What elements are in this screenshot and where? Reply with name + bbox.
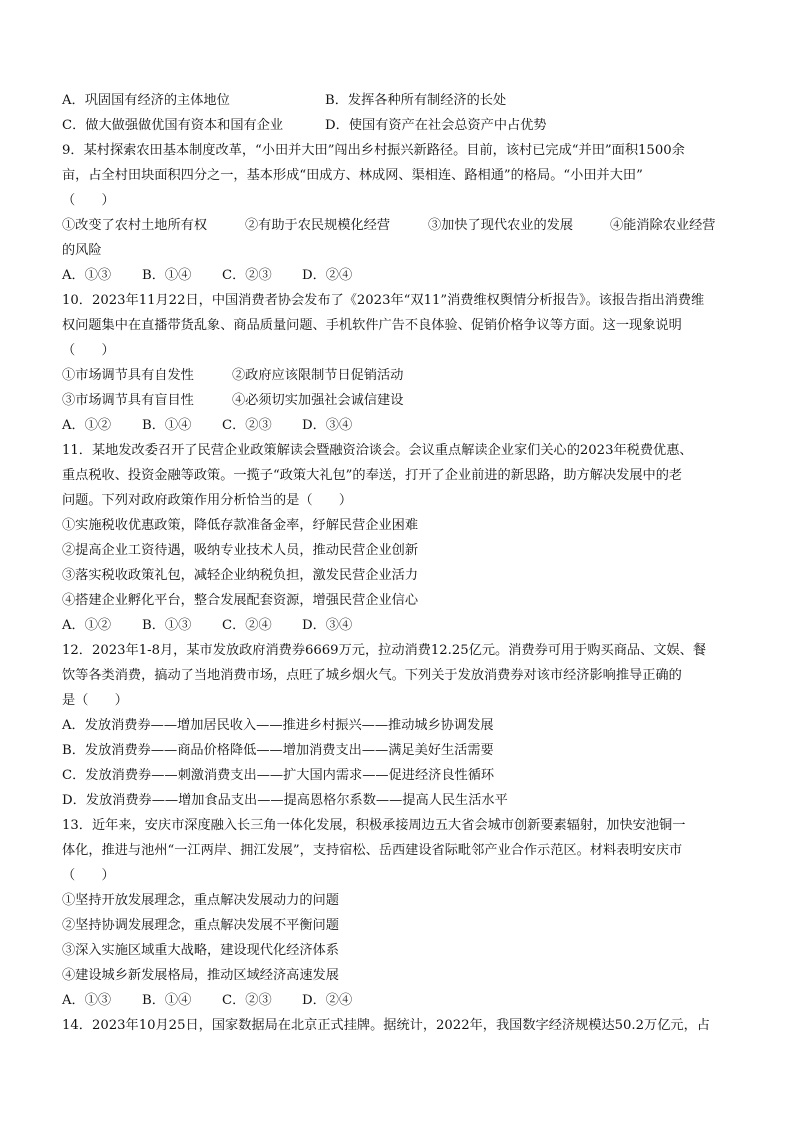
- q10-statement-1: ①市场调节具有自发性: [62, 368, 194, 383]
- q10-answer-blank: （ ）: [62, 343, 115, 358]
- q9-option-a: A．①③: [62, 268, 112, 283]
- q12-option-c: C．发放消费券——刺激消费支出——扩大国内需求——促进经济良性循环: [62, 768, 495, 783]
- q13-options: [62, 988, 722, 1013]
- q11-stem-line-2: 重点税收、投资金融等政策。一揽子“政策大礼包”的奉送，打开了企业前进的新思路，助方解决发展中的老: [62, 468, 683, 483]
- q9-option-b: B．①④: [142, 268, 192, 283]
- q9-statement-1: ①改变了农村土地所有权: [62, 218, 208, 233]
- q9-options: [62, 263, 722, 288]
- q12-option-a: A．发放消费券——增加居民收入——推进乡村振兴——推动城乡协调发展: [62, 718, 494, 733]
- q11-option-d: D．③④: [302, 618, 353, 633]
- q9-answer-blank: （ ）: [62, 193, 115, 208]
- q10-option-b: B．①④: [142, 418, 192, 433]
- q13-statement-3: ③深入实施区域重大战略，建设现代化经济体系: [62, 943, 339, 958]
- q13-statement-4: ④建设城乡新发展格局，推动区域经济高速发展: [62, 968, 339, 983]
- q13-answer-blank: （ ）: [62, 868, 115, 883]
- q13-option-a: A．①③: [62, 993, 112, 1008]
- q13-option-b: B．①④: [142, 993, 192, 1008]
- q11-stem-line-3: 问题。下列对政府政策作用分析恰当的是（ ）: [62, 493, 353, 508]
- q12-stem-line-3: 是（ ）: [62, 693, 128, 708]
- exam-page: [62, 88, 722, 1038]
- q9-statements: [62, 213, 722, 238]
- q8-option-a: A．巩固国有经济的主体地位: [62, 93, 230, 108]
- q10-option-d: D．③④: [302, 418, 353, 433]
- q13-statement-1: ①坚持开放发展理念，重点解决发展动力的问题: [62, 893, 339, 908]
- q10-options: [62, 413, 722, 438]
- q8-options-row-1: [62, 88, 722, 113]
- q10-statements-row-2: [62, 388, 722, 413]
- q10-stem-line-2: 权问题集中在直播带货乱象、商品质量问题、手机软件广告不良体验、促销价格争议等方面。这一现象说明: [62, 318, 682, 333]
- q11-statement-3: ③落实税收政策礼包，减轻企业纳税负担，激发民营企业活力: [62, 568, 419, 583]
- q8-option-b: B．发挥各种所有制经济的长处: [325, 93, 507, 108]
- q9-statement-4: ④能消除农业经营: [610, 218, 716, 233]
- q10-statement-4: ④必须切实加强社会诚信建设: [232, 393, 404, 408]
- q10-statements-row-1: [62, 363, 722, 388]
- q13-option-d: D．②④: [302, 993, 353, 1008]
- q11-statement-2: ②提高企业工资待遇，吸纳专业技术人员，推动民营企业创新: [62, 543, 419, 558]
- q11-statement-4: ④搭建企业孵化平台，整合发展配套资源，增强民营企业信心: [62, 593, 419, 608]
- q8-options-row-2: [62, 113, 722, 138]
- q10-stem-line-1: 10．2023年11月22日，中国消费者协会发布了《2023年“双11”消费维权舆情分析报告》。该报告指出消费维: [62, 293, 705, 308]
- q10-statement-2: ②政府应该限制节日促销活动: [232, 368, 404, 383]
- q13-stem-line-2: 体化，推进与池州“一江两岸、拥江发展”，支持宿松、岳西建设省际毗邻产业合作示范区。材料表明安庆市: [62, 843, 683, 858]
- q8-option-d: D．使国有资产在社会总资产中占优势: [325, 118, 547, 133]
- q13-option-c: C．②③: [222, 993, 272, 1008]
- q14-stem-line-1: 14．2023年10月25日，国家数据局在北京正式挂牌。据统计，2022年，我国数字经济规模达50.2万亿元，占: [62, 1018, 710, 1033]
- q9-statement-2: ②有助于农民规模化经营: [245, 218, 391, 233]
- q12-option-d: D．发放消费券——增加食品支出——提高恩格尔系数——提高人民生活水平: [62, 793, 508, 808]
- q12-option-b: B．发放消费券——商品价格降低——增加消费支出——满足美好生活需要: [62, 743, 494, 758]
- q12-stem-line-2: 饮等各类消费，搞动了当地消费市场，点旺了城乡烟火气。下列关于发放消费券对该市经济影响推导正确的: [62, 668, 682, 683]
- q9-option-d: D．②④: [302, 268, 353, 283]
- q13-statement-2: ②坚持协调发展理念，重点解决发展不平衡问题: [62, 918, 339, 933]
- q11-statement-1: ①实施税收优惠政策，降低存款准备金率，纾解民营企业困难: [62, 518, 419, 533]
- q11-option-a: A．①②: [62, 618, 112, 633]
- q11-options: [62, 613, 722, 638]
- q8-option-c: C．做大做强做优国有资本和国有企业: [62, 118, 284, 133]
- q9-stem-line-2: 亩，占全村田块面积四分之一，基本形成“田成方、林成网、渠相连、路相通”的格局。“小田并大田”: [62, 168, 643, 183]
- q10-option-a: A．①②: [62, 418, 112, 433]
- q9-statement-3: ③加快了现代农业的发展: [428, 218, 574, 233]
- q11-stem-line-1: 11．某地发改委召开了民营企业政策解读会暨融资洽谈会。会议重点解读企业家们关心的2023年税费优惠、: [62, 443, 693, 458]
- q11-option-c: C．②④: [222, 618, 272, 633]
- q9-statement-4-tail: 的风险: [62, 243, 102, 258]
- q10-option-c: C．②③: [222, 418, 272, 433]
- q11-option-b: B．①③: [142, 618, 192, 633]
- q12-stem-line-1: 12．2023年1-8月，某市发放政府消费券6669万元，拉动消费12.25亿元。消费券可用于购买商品、文娱、餐: [62, 643, 707, 658]
- q13-stem-line-1: 13．近年来，安庆市深度融入长三角一体化发展，积极承接周边五大省会城市创新要素辐射，加快安池铜一: [62, 818, 686, 833]
- q9-stem-line-1: 9．某村探索农田基本制度改革，“小田并大田”闯出乡村振兴新路径。目前，该村已完成“并田”面积1500余: [62, 143, 685, 158]
- q10-statement-3: ③市场调节具有盲目性: [62, 393, 194, 408]
- q9-option-c: C．②③: [222, 268, 272, 283]
